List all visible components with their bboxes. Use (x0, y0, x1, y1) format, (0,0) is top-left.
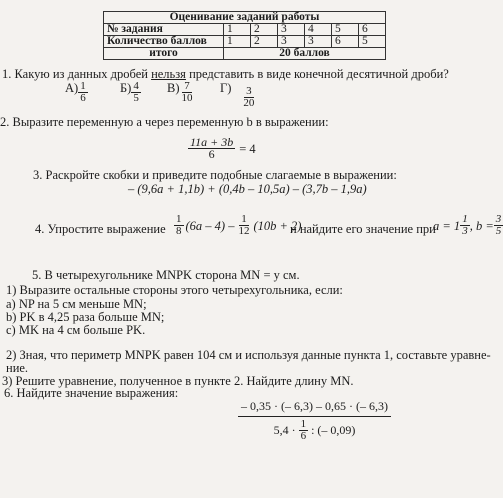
task-cell: 4 (305, 24, 332, 36)
q1-option-c: В) $\frac{7}{10}$ (167, 80, 193, 104)
points-cell: 1 (224, 36, 251, 48)
q5-line-a: а) NP на 5 см меньше MN; (6, 297, 147, 311)
task-cell: 6 (359, 24, 386, 36)
q3-expression: – (9,6a + 1,1b) + (0,4b – 10,5a) – (3,7b – 1,9a) (128, 182, 367, 196)
q1-options (65, 81, 256, 109)
q5-line2b: ние. (6, 361, 29, 375)
q1-option-d: Г) $\frac{3}{20}$ (220, 81, 255, 109)
total-label: итого (104, 48, 224, 60)
q4-values: a = 1 $\frac{1}{3}$ , b = $\frac{3}{5}$ (433, 213, 502, 237)
q6-expression: – 0,35 · (– 6,3) – 0,65 · (– 6,3) 5,4 · $\frac{1}{6}$ : (– 0,09) (238, 399, 391, 442)
grading-table (103, 11, 386, 60)
q5-line-c: c) MK на 4 см больше PK. (6, 323, 146, 337)
total-value: 20 баллов (224, 48, 386, 60)
task-cell: 2 (251, 24, 278, 36)
q4-expression: $\frac{1}{8}$ (6a – 4) – $\frac{1}{12}$ (10b + 2) (176, 213, 302, 237)
points-cell: 6 (332, 36, 359, 48)
points-cell: 5 (359, 36, 386, 48)
q1-option-b: Б) $\frac{4}{5}$ (120, 80, 139, 104)
q4-text: 4. Упростите выражение (35, 222, 166, 236)
task-cell: 5 (332, 24, 359, 36)
q4-text2: и найдите его значение при (290, 222, 436, 236)
row-label-task: № задания (104, 24, 224, 36)
q5-line-b: b) PK в 4,25 раза больше MN; (6, 310, 165, 324)
q2-text: 2. Выразите переменную a через переменную b в выражении: (0, 115, 329, 129)
points-cell: 2 (251, 36, 278, 48)
q5-line2a: 2) Зная, что периметр MNPK равен 104 см и используя данные пункта 1, составьте уравне- (6, 348, 491, 362)
q5-line3: 3) Решите уравнение, полученное в пункте 2. Найдите длину MN. (2, 374, 354, 388)
points-cell: 3 (278, 36, 305, 48)
q5-title: 5. В четырехугольнике MNPK сторона MN = y см. (32, 268, 300, 282)
q3-text: 3. Раскройте скобки и приведите подобные слагаемые в выражении: (33, 168, 397, 182)
q1-option-a: А) $\frac{1}{6}$ (65, 80, 86, 104)
q1-text: 1. Какую из данных дробей нельзя представить в виде конечной десятичной дроби? (2, 67, 449, 81)
points-cell: 3 (305, 36, 332, 48)
table-title: Оценивание заданий работы (104, 12, 386, 24)
task-cell: 1 (224, 24, 251, 36)
q6-text: 6. Найдите значение выражения: (4, 386, 179, 400)
task-cell: 3 (278, 24, 305, 36)
q5-line1: 1) Выразите остальные стороны этого четырехугольника, если: (6, 283, 343, 297)
row-label-points: Количество баллов (104, 36, 224, 48)
q2-expression: $\frac{11a + 3b}{6}$ = 4 (190, 135, 256, 161)
